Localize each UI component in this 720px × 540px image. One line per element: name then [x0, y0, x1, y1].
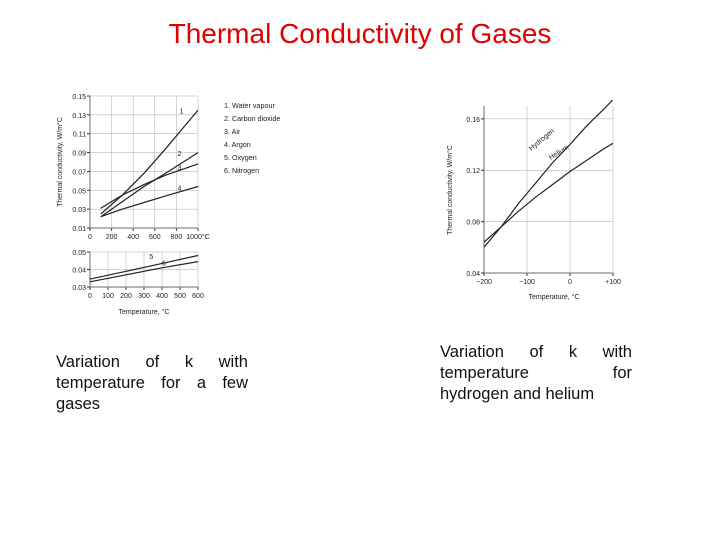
- y-tick-label: 0.05: [72, 250, 86, 257]
- y-tick-label: 0.16: [466, 116, 480, 124]
- caption-gases: [56, 352, 248, 415]
- series-label: Hydrogen: [528, 127, 556, 153]
- y-tick-label: 0.05: [72, 188, 86, 196]
- y-tick-label: 0.04: [72, 267, 86, 275]
- x-tick-label: −100: [519, 279, 535, 286]
- y-tick-label: 0.07: [72, 169, 86, 177]
- x-tick-label: 400: [156, 293, 168, 300]
- series-label: 6: [162, 260, 166, 268]
- series-label: 3: [177, 165, 182, 172]
- y-tick-label: 0.12: [466, 168, 480, 176]
- chart-gases-top: [56, 94, 210, 241]
- x-axis-label: Temperature, °C: [118, 309, 170, 316]
- caption-line: gases: [56, 395, 101, 413]
- x-tick-label: −200: [476, 279, 492, 286]
- x-tick-label: 600: [148, 234, 161, 241]
- y-tick-label: 0.04: [466, 271, 480, 278]
- y-tick-label: 0.15: [72, 94, 86, 101]
- x-tick-label: +100: [605, 279, 621, 286]
- x-tick-label: 0: [88, 293, 92, 300]
- caption-line: temperature for a few: [56, 374, 248, 392]
- legend-item: 4. Argon: [224, 140, 251, 149]
- page-title: Thermal Conductivity of Gases: [168, 18, 552, 49]
- y-tick-label: 0.13: [72, 112, 86, 120]
- x-tick-label: 800: [170, 234, 183, 241]
- chart-hydrogen-helium: [446, 100, 621, 301]
- x-tick-label: 1000°C: [186, 234, 210, 241]
- y-tick-label: 0.03: [72, 207, 86, 215]
- x-tick-label: 200: [105, 234, 118, 241]
- gases-figure: [52, 88, 302, 323]
- y-axis-label: Thermal conductivity, W/m°C: [57, 117, 64, 207]
- y-tick-label: 0.01: [72, 226, 86, 233]
- legend-item: 1. Water vapour: [224, 101, 275, 110]
- series-label: 4: [177, 185, 182, 193]
- legend-item: 6. Nitrogen: [224, 166, 260, 175]
- x-tick-label: 500: [174, 293, 186, 300]
- hydrogen-helium-figure: [438, 100, 638, 305]
- caption-line: Variation of k with: [56, 353, 248, 371]
- legend-item: 5. Oxygen: [224, 153, 257, 162]
- legend-item: 3. Air: [224, 127, 241, 136]
- x-tick-label: 100: [102, 293, 114, 300]
- caption-hydrogen-helium: [440, 342, 632, 405]
- series-label: 1: [179, 108, 184, 116]
- x-axis-label: Temperature, °C: [528, 294, 580, 301]
- caption-line: Variation of k with: [440, 343, 632, 361]
- y-tick-label: 0.03: [72, 285, 86, 292]
- caption-line: temperature for: [440, 364, 632, 382]
- series-label: 2: [177, 150, 182, 158]
- y-tick-label: 0.08: [466, 219, 480, 227]
- y-axis-label: Thermal conductivity, W/m°C: [447, 145, 454, 235]
- series-line-2: [101, 150, 198, 217]
- series-label: Helium: [548, 144, 571, 162]
- y-tick-label: 0.11: [72, 131, 86, 139]
- x-tick-label: 0: [568, 279, 572, 286]
- x-tick-label: 600: [192, 293, 204, 300]
- x-tick-label: 400: [127, 234, 140, 241]
- series-label: 5: [149, 254, 154, 261]
- x-tick-label: 200: [120, 293, 132, 300]
- chart-gases-bottom: [72, 250, 204, 316]
- x-tick-label: 300: [138, 293, 150, 300]
- y-tick-label: 0.09: [72, 150, 86, 158]
- legend-item: 2. Carbon dioxide: [224, 114, 281, 123]
- x-tick-label: 0: [88, 234, 92, 241]
- chart-legend: [224, 101, 280, 175]
- caption-line: hydrogen and helium: [440, 385, 595, 403]
